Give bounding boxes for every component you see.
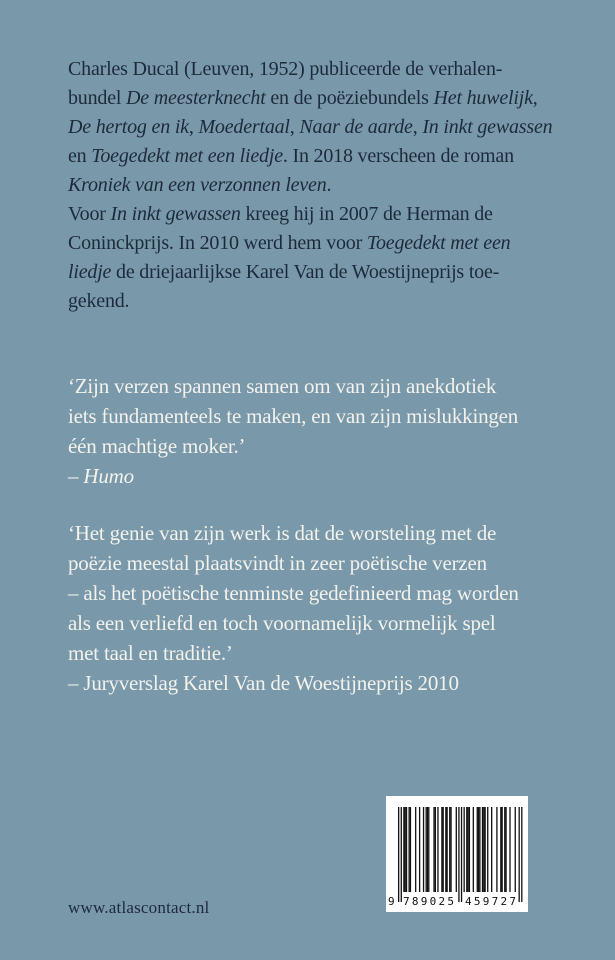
quote-text [68, 371, 518, 461]
text-line: – als het poëtische tenminste gedefinieerd mag worden [68, 581, 519, 605]
svg-text:9: 9 [388, 895, 395, 908]
review-quote-jury [68, 518, 519, 698]
text-line: en Toegedekt met een liedje. In 2018 verscheen de roman [68, 145, 514, 167]
text-line: ‘Het genie van zijn werk is dat de worsteling met de [68, 521, 497, 545]
review-quote-humo [68, 371, 518, 491]
text-line: met taal en traditie.’ [68, 641, 233, 665]
isbn-barcode [386, 796, 528, 912]
text-line: als een verliefd en toch voornamelijk vormelijk spel [68, 611, 496, 635]
text-line: poëzie meestal plaatsvindt in zeer poëtische verzen [68, 551, 487, 575]
text-line: liedje de driejaarlijkse Karel Van de Woestijneprijs toe- [68, 261, 500, 283]
barcode-graphic [386, 796, 528, 912]
quote-attribution: – Juryverslag Karel Van de Woestijneprijs 2010 [68, 671, 459, 695]
author-bio [68, 55, 552, 316]
text-line: De hertog en ik, Moedertaal, Naar de aarde, In inkt gewassen [68, 116, 553, 138]
text-line: één machtige moker.’ [68, 434, 246, 458]
svg-text:459727: 459727 [465, 895, 516, 908]
text-line: iets fundamenteels te maken, en van zijn mislukkingen [68, 404, 519, 428]
svg-text:789025: 789025 [403, 895, 454, 908]
quote-attribution: – Humo [68, 464, 134, 488]
text-line: Coninckprijs. In 2010 werd hem voor Toegedekt met een [68, 232, 511, 254]
publisher-website-url: www.atlascontact.nl [68, 898, 210, 917]
text-line: Voor In inkt gewassen kreeg hij in 2007 de Herman de [68, 203, 493, 225]
text-line: Kroniek van een verzonnen leven. [68, 174, 332, 196]
quote-text [68, 518, 519, 668]
text-line: ‘Zijn verzen spannen samen om van zijn anekdotiek [68, 374, 497, 398]
text-line: Charles Ducal (Leuven, 1952) publiceerde de verhalen- [68, 58, 503, 80]
text-line: gekend. [68, 290, 130, 312]
text-line: bundel De meesterknecht en de poëziebundels Het huwelijk, [68, 87, 538, 109]
